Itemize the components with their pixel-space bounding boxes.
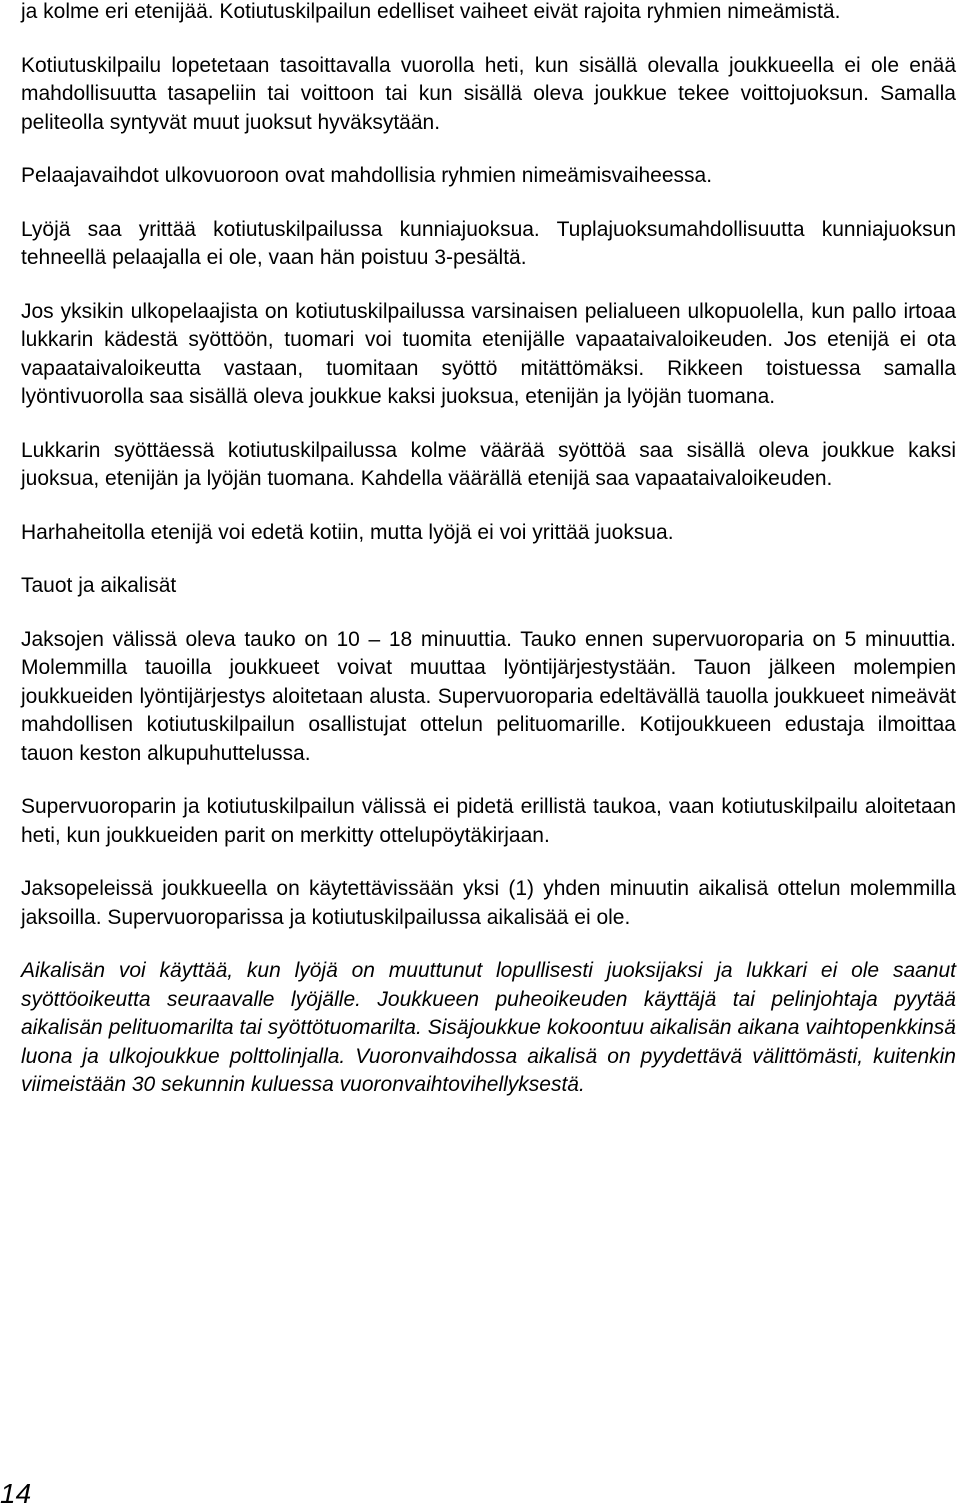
paragraph-timeout-usage: Aikalisän voi käyttää, kun lyöjä on muuttunut lopullisesti juoksijaksi ja lukkari ei ole saanut syöttöoikeutta seuraavalle lyöjälle. Joukkueen puheoikeuden käyttäjä tai pelinjohtaja pyytää aikalisän pelituomarilta tai syöttötuomarilta. Sisäjoukkue kokoontuu aikalisän aikana vaihtopenkkinsä luona ja ulkojoukkue polttolinjalla. Vuoronvaihdossa aikalisä on pyydettävä välittömästi, kuitenkin viimeistään 30 sekunnin kuluessa vuoronvaihtovihellyksestä. (21, 959, 956, 1096)
paragraph-breaks: Jaksojen välissä oleva tauko on 10 – 18 minuuttia. Tauko ennen supervuoroparia on 5 minuuttia. Molemmilla tauoilla joukkueet voivat muuttaa lyöntijärjestystään. Tauon jälkeen molempien joukkueiden lyöntijärjestys aloitetaan alusta. Supervuoroparia edeltävällä tauolla joukkueet nimeävät mahdollisen kotiutuskilpailun osallistujat ottelun pelituomarille. Kotijoukkueen edustaja ilmoittaa tauon keston alkupuhuttelussa. (21, 627, 956, 765)
paragraph-team-naming: ja kolme eri etenijää. Kotiutuskilpailun edelliset vaiheet eivät rajoita ryhmien nimeämistä. (21, 0, 841, 23)
paragraph-fielder-outside: Jos yksikin ulkopelaajista on kotiutuskilpailussa varsinaisen pelialueen ulkopuolella, kun pallo irtoaa lukkarin kädestä syöttöön, tuomari voi tuomita etenijälle vapaataivaloikeuden. Jos etenijä ei ota vapaataivaloikeutta vastaan, tuomitaan syöttö mitättömäksi. Rikkeen toistuessa samalla lyöntivuorolla saa sisällä oleva joukkue kaksi juoksua, etenijän ja lyöjän tuomana. (21, 299, 956, 408)
paragraph-timeouts: Jaksopeleissä joukkueella on käytettävissään yksi (1) yhden minuutin aikalisä ottelun molemmilla jaksoilla. Supervuoroparissa ja kotiutuskilpailussa aikalisää ei ole. (21, 877, 956, 929)
section-heading-breaks-timeouts: Tauot ja aikalisät (21, 574, 177, 597)
paragraph-substitutions: Pelaajavaihdot ulkovuoroon ovat mahdollisia ryhmien nimeämisvaiheessa. (21, 164, 713, 187)
paragraph-no-break: Supervuoroparin ja kotiutuskilpailun välissä ei pidetä erillistä taukoa, vaan kotiutuskilpailu aloitetaan heti, kun joukkueiden parit on merkitty ottelupöytäkirjaan. (21, 795, 956, 847)
paragraph-honor-run: Lyöjä saa yrittää kotiutuskilpailussa kunniajuoksua. Tuplajuoksumahdollisuutta kunniajuoksun tehneellä pelaajalla ei ole, vaan hän poistuu 3-pesältä. (21, 217, 956, 269)
paragraph-wild-throw: Harhaheitolla etenijä voi edetä kotiin, mutta lyöjä ei voi yrittää juoksua. (21, 520, 674, 544)
paragraph-wrong-pitches: Lukkarin syöttäessä kotiutuskilpailussa kolme väärää syöttöä saa sisällä oleva joukkue kaksi juoksua, etenijän ja lyöjän tuomana. Kahdella väärällä etenijä saa vapaataivaloikeuden. (21, 438, 956, 490)
paragraph-home-run-contest-end: Kotiutuskilpailu lopetetaan tasoittavalla vuorolla heti, kun sisällä olevalla joukkueella ei ole enää mahdollisuutta tasapeliin tai voittoon tai kun sisällä oleva joukkue tekee voittojuoksun. Samalla peliteolla syntyvät muut juoksut hyväksytään. (21, 53, 956, 134)
document-body (21, 0, 956, 1100)
page-number: 14 (0, 1478, 32, 1509)
